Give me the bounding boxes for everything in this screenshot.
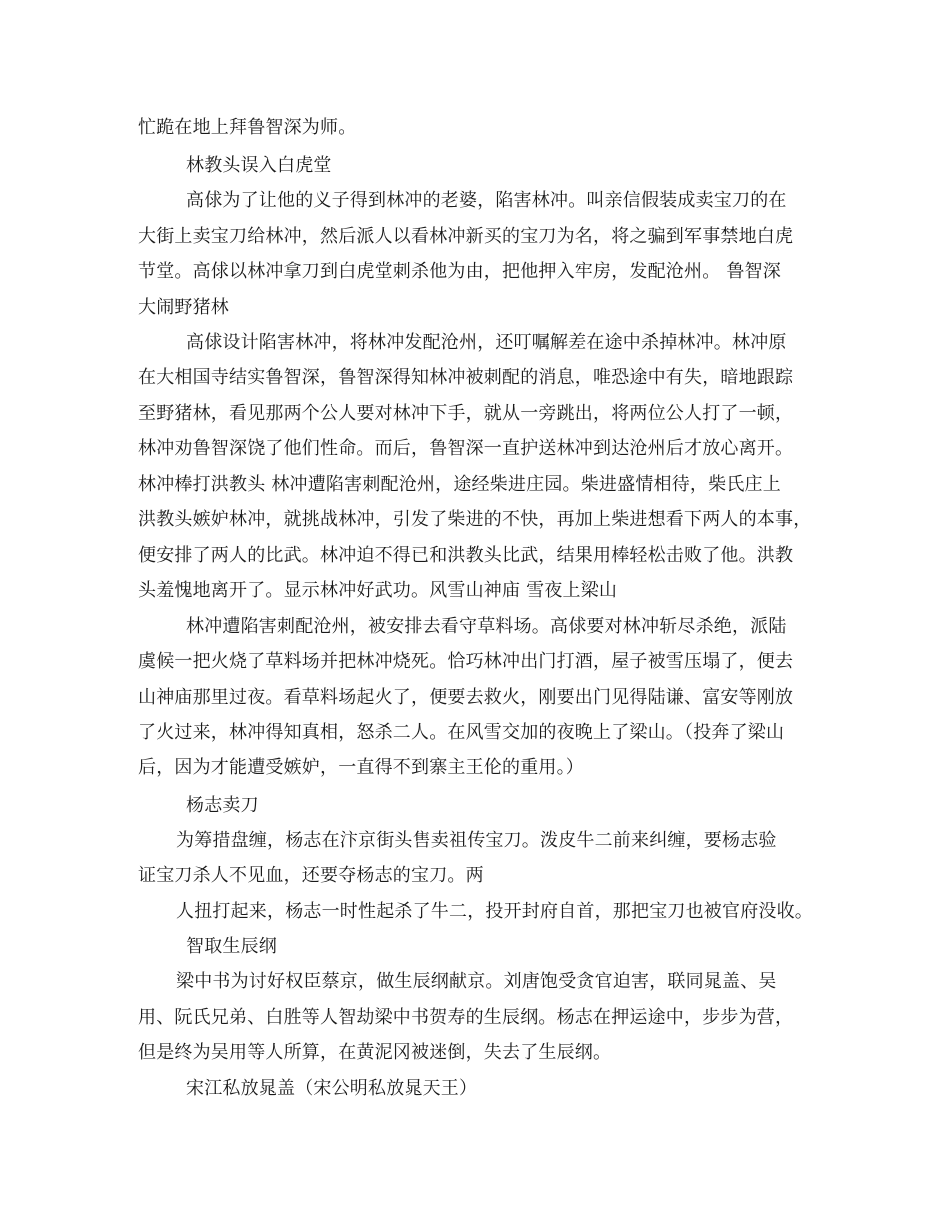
- text-line: 虞候一把火烧了草料场并把林冲烧死。恰巧林冲出门打酒，屋子被雪压塌了，便去: [138, 651, 794, 672]
- text-line: 后，因为才能遭受嫉妒，一直得不到寨主王伦的重用。）: [138, 757, 584, 778]
- section-heading: 杨志卖刀: [186, 795, 259, 816]
- text-line: 高俅为了让他的义子得到林冲的老婆，陷害林冲。叫亲信假装成卖宝刀的在: [186, 190, 787, 211]
- text-line: 在大相国寺结实鲁智深，鲁智深得知林冲被刺配的消息，唯恐途中有失，暗地跟踪: [138, 367, 794, 388]
- text-line: 忙跪在地上拜鲁智深为师。: [138, 117, 357, 138]
- text-line: 用、阮氏兄弟、白胜等人智劫梁中书贺寿的生辰纲。杨志在押运途中，步步为营，: [138, 1007, 794, 1028]
- text-line: 高俅设计陷害林冲，将林冲发配沧州，还叮嘱解差在途中杀掉林冲。林冲原: [186, 332, 787, 353]
- text-line: 山神庙那里过夜。看草料场起火了，便要去救火，刚要出门见得陆谦、富安等刚放: [138, 687, 794, 708]
- text-line: 节堂。高俅以林冲拿刀到白虎堂刺杀他为由，把他押入牢房，发配沧州。 鲁智深: [138, 261, 781, 282]
- text-line: 梁中书为讨好权臣蔡京，做生辰纲献京。刘唐饱受贪官迫害，联同晁盖、吴: [176, 971, 777, 992]
- section-heading: 林教头误入白虎堂: [186, 155, 332, 176]
- text-line: 大闹野猪林: [138, 297, 229, 318]
- text-line: 但是终为吴用等人所算，在黄泥冈被迷倒，失去了生辰纲。: [138, 1042, 612, 1063]
- text-line: 林冲遭陷害刺配沧州，被安排去看守草料场。高俅要对林冲斩尽杀绝，派陆: [186, 616, 787, 637]
- text-line: 头羞愧地离开了。显示林冲好武功。风雪山神庙 雪夜上梁山: [138, 580, 618, 601]
- section-heading: 宋江私放晁盖（宋公明私放晁天王）: [186, 1078, 478, 1099]
- text-line: 林冲劝鲁智深饶了他们性命。而后，鲁智深一直护送林冲到达沧州后才放心离开。: [138, 438, 794, 459]
- text-line: 大街上卖宝刀给林冲，然后派人以看林冲新买的宝刀为名，将之骗到军事禁地白虎: [138, 226, 794, 247]
- text-line: 至野猪林，看见那两个公人要对林冲下手，就从一旁跳出，将两位公人打了一顿，: [138, 403, 794, 424]
- text-line: 了火过来，林冲得知真相，怒杀二人。在风雪交加的夜晚上了梁山。（投奔了梁山: [138, 722, 785, 743]
- text-line: 便安排了两人的比武。林冲迫不得已和洪教头比武，结果用棒轻松击败了他。洪教: [138, 545, 794, 566]
- text-line: 人扭打起来，杨志一时性起杀了牛二，投开封府自首，那把宝刀也被官府没收。: [176, 901, 813, 922]
- text-line: 证宝刀杀人不见血，还要夺杨志的宝刀。两: [138, 865, 484, 886]
- text-line: 洪教头嫉妒林冲，就挑战林冲，引发了柴进的不快，再加上柴进想看下两人的本事，: [138, 509, 812, 530]
- section-heading: 智取生辰纲: [186, 936, 277, 957]
- text-line: 为筹措盘缠，杨志在汴京街头售卖祖传宝刀。泼皮牛二前来纠缠，要杨志验: [176, 830, 777, 851]
- text-line: 林冲棒打洪教头 林冲遭陷害刺配沧州，途经柴进庄园。柴进盛情相待，柴氏庄上: [138, 474, 781, 495]
